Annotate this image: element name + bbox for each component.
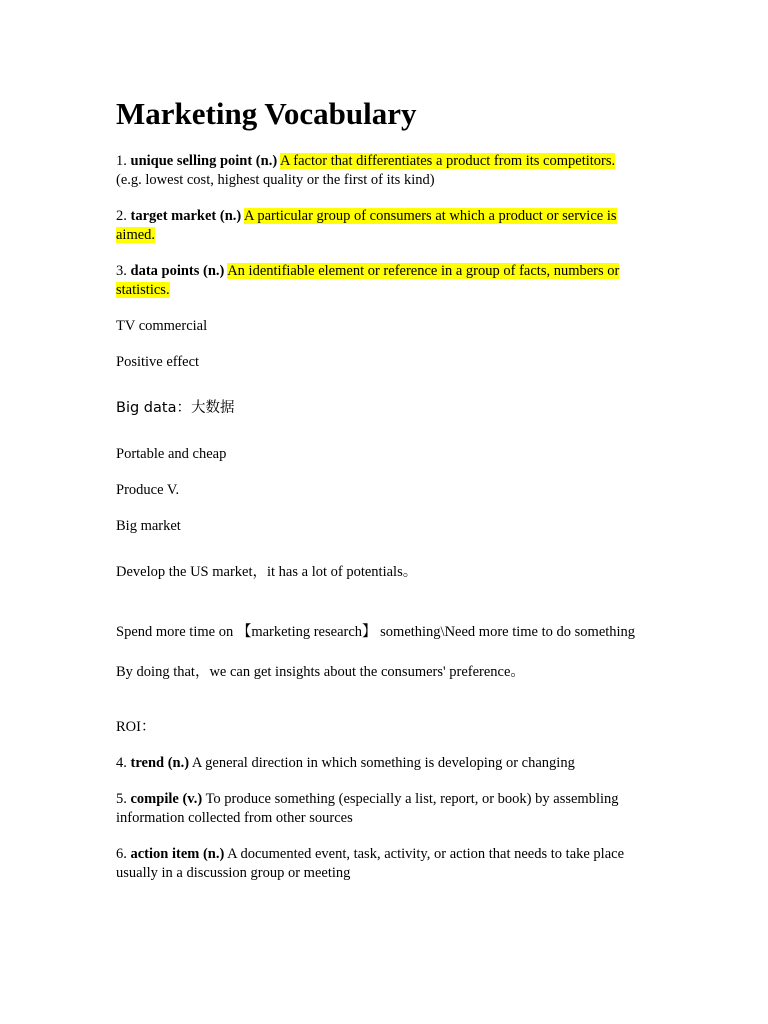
- vocab-entry-unique-selling-point: [116, 152, 656, 190]
- entry-number: 3.: [116, 263, 127, 279]
- vocab-entry-target-market: [116, 207, 656, 245]
- entry-number: 4.: [116, 755, 127, 771]
- note-line: TV commercial: [116, 318, 208, 334]
- entry-definition: To produce something (especially a list, report, or book) by assembling information collected from other sources: [116, 791, 619, 826]
- note-line: Big market: [116, 518, 181, 534]
- entry-definition-highlighted: An identifiable element or reference in a group of facts, numbers or statistics.: [116, 263, 620, 298]
- entry-number: 1.: [116, 153, 127, 169]
- entry-definition: A general direction in which something is developing or changing: [191, 755, 575, 771]
- note-text: Develop the US market，it has a lot of potentials。: [116, 564, 418, 580]
- entry-definition-highlighted: A factor that differentiates a product from its competitors.: [280, 153, 616, 169]
- vocab-entry-compile: [116, 790, 656, 828]
- entry-term: action item (n.): [130, 846, 225, 862]
- entry-term: data points (n.): [130, 263, 225, 279]
- entry-term: target market (n.): [130, 208, 242, 224]
- page-title: Marketing Vocabulary: [116, 96, 417, 131]
- entry-definition: A documented event, task, activity, or action that needs to take place usually in a discussion group or meeting: [116, 846, 625, 881]
- note-line-big-data: [116, 399, 656, 418]
- entry-definition-highlighted: A particular group of consumers at which a product or service is aimed.: [116, 208, 617, 243]
- note-text: Big data：大数据: [116, 400, 235, 416]
- entry-term: compile (v.): [130, 791, 203, 807]
- vocab-entry-trend: [116, 754, 656, 773]
- note-line: Portable and cheap: [116, 446, 227, 462]
- document-page: [116, 96, 656, 900]
- note-line: Produce V.: [116, 482, 180, 498]
- note-line: Positive effect: [116, 354, 200, 370]
- note-line: [116, 563, 656, 582]
- note-line: By doing that，we can get insights about the consumers' preference。: [116, 664, 525, 680]
- note-line-roi: ROI：: [116, 719, 156, 735]
- entry-number: 5.: [116, 791, 127, 807]
- entry-term: trend (n.): [130, 755, 190, 771]
- note-line: Spend more time on 【marketing research】 something\Need more time to do something: [116, 624, 636, 640]
- entry-note: (e.g. lowest cost, highest quality or the first of its kind): [116, 172, 435, 188]
- vocab-entry-data-points: [116, 262, 656, 300]
- vocab-entry-action-item: [116, 845, 656, 883]
- entry-term: unique selling point (n.): [130, 153, 278, 169]
- entry-number: 2.: [116, 208, 127, 224]
- entry-number: 6.: [116, 846, 127, 862]
